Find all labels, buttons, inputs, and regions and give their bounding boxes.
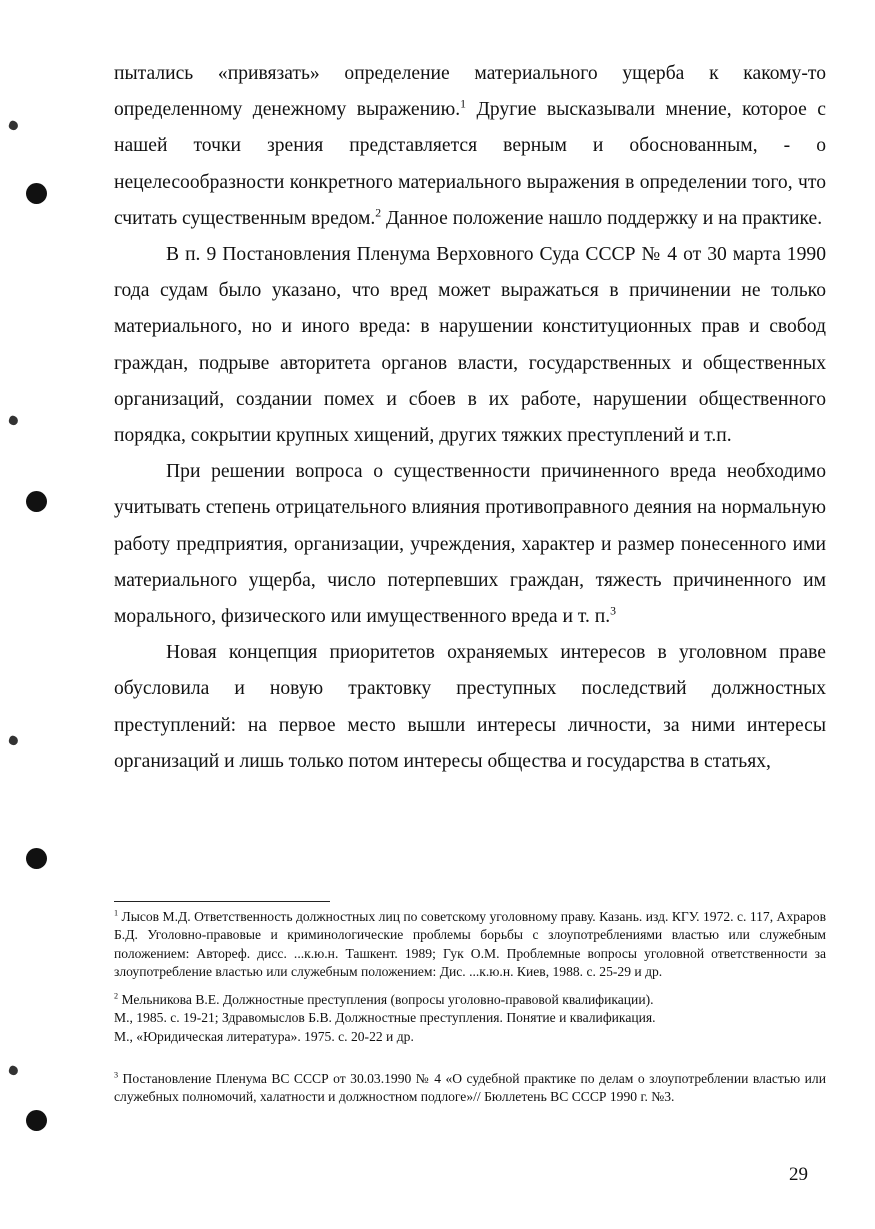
footnote bbox=[114, 908, 826, 981]
scan-speck bbox=[8, 415, 20, 427]
page-number: 29 bbox=[789, 1164, 808, 1185]
footnote-text: М., 1985. с. 19-21; Здравомыслов Б.В. Должностные преступления. Понятие и квалификация. bbox=[114, 1010, 656, 1026]
footnote-ref: 3 bbox=[610, 604, 616, 618]
paragraph-text: пытались «привязать» определение материального ущерба к какому-то определенному денежному выражению. bbox=[114, 63, 826, 121]
footnote-ref: 1 bbox=[460, 97, 466, 111]
paragraph bbox=[114, 454, 826, 635]
scan-speck bbox=[8, 735, 20, 747]
paragraph bbox=[114, 635, 826, 780]
scan-speck bbox=[8, 120, 20, 132]
footnote bbox=[114, 991, 826, 1046]
footnote-mark: 1 bbox=[114, 908, 119, 918]
paragraph-text: Другие высказывали мнение, которое с нашей точки зрения представляется верным и обоснованным, - о нецелесообразности конкретного материального выражения в определении того, что считать существенным вредом. bbox=[114, 99, 826, 229]
punch-hole bbox=[26, 183, 47, 204]
punch-hole bbox=[26, 848, 47, 869]
paragraph-text: В п. 9 Постановления Пленума Верховного Суда СССР № 4 от 30 марта 1990 года судам было указано, что вред может выражаться в причинении не только материального, но и иного вреда: в нарушении конституционных прав и свобод граждан, подрыве авторитета органов власти, государственных и общественных организаций, создании помех и сбоев в их работе, нарушении общественного порядка, сокрытии крупных хищений, других тяжких преступлений и т.п. bbox=[114, 244, 826, 447]
punch-hole bbox=[26, 491, 47, 512]
footnote-ref: 2 bbox=[375, 206, 382, 220]
paragraph-text: Новая концепция приоритетов охраняемых интересов в уголовном праве обусловила и новую трактовку преступных последствий должностных преступлений: на первое место вышли интересы личности, за ними интересы организаций и лишь только потом интересы общества и государства в статьях, bbox=[114, 642, 826, 772]
footnotes bbox=[114, 908, 826, 1107]
footnote-text: Постановление Пленума ВС СССР от 30.03.1990 № 4 «О судебной практике по делам о злоупотреблении властью или служебных полномочий, халатности и должностном подлоге»// Бюллетень ВС СССР 1990 г. №3. bbox=[114, 1071, 826, 1105]
main-text bbox=[114, 56, 826, 780]
footnote-mark: 2 bbox=[114, 991, 119, 1001]
paragraph bbox=[114, 56, 826, 237]
footnote-separator bbox=[114, 901, 330, 902]
paragraph-text: При решении вопроса о существенности причиненного вреда необходимо учитывать степень отрицательного влияния противоправного деяния на нормальную работу предприятия, организации, учреждения, характер и размер понесенного ими материального ущерба, число потерпевших граждан, тяжесть причиненного им морального, физического или имущественного вреда и т. п. bbox=[114, 461, 826, 628]
scan-speck bbox=[8, 1065, 20, 1077]
paragraph-text: Данное положение нашло поддержку и на практике. bbox=[381, 207, 823, 229]
footnote bbox=[114, 1070, 826, 1107]
punch-hole bbox=[26, 1110, 47, 1131]
footnote-text: М., «Юридическая литература». 1975. с. 20-22 и др. bbox=[114, 1028, 414, 1044]
paragraph bbox=[114, 237, 826, 454]
footnote-mark: 3 bbox=[114, 1070, 119, 1080]
footnote-text: Лысов М.Д. Ответственность должностных лиц по советскому уголовному праву. Казань. изд. КГУ. 1972. с. 117, Ахраров Б.Д. Уголовно-правовые и криминологические проблемы борьбы с злоупотреблениями властью или служебным положением: Автореф. дисс. ...к.ю.н. Ташкент. 1989; Гук О.М. Проблемные вопросы уголовной ответственности за злоупотребление властью или служебным положением: Дис. ...к.ю.н. Киев, 1988. с. 25-29 и др. bbox=[114, 909, 826, 979]
footnote-text: Мельникова В.Е. Должностные преступления (вопросы уголовно-правовой квалификации). bbox=[118, 992, 654, 1008]
